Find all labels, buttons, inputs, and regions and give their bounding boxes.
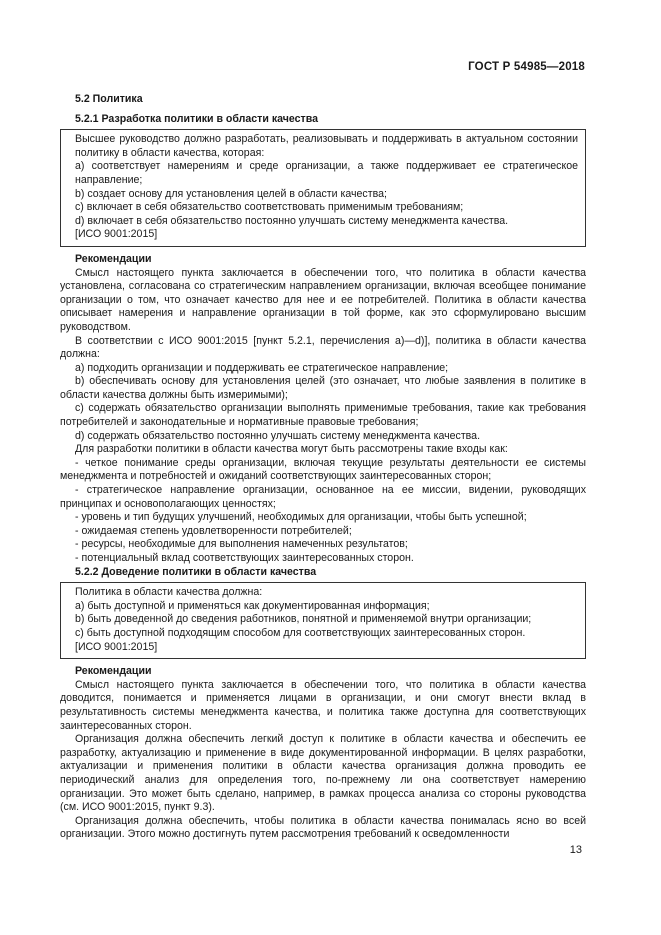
paragraph: Смысл настоящего пункта заключается в обеспечении того, что политика в области качества установлена, согласована со стратегическим направлением организации, включая всеобщее понимание организации о том, что означает качество для нее и ее потребителей. Политика в области качества описывает намерения и направление организации в той форме, как это сформулировано высшим руководством. (60, 266, 586, 333)
list-item: - ресурсы, необходимые для выполнения намеченных результатов; (75, 538, 408, 551)
box-text: a) быть доступной и применяться как документированная информация; (75, 599, 430, 612)
box-source: [ИСО 9001:2015] (75, 228, 158, 241)
list-item: d) содержать обязательство постоянно улучшать систему менеджмента качества. (75, 429, 481, 442)
paragraph: Для разработки политики в области качества могут быть рассмотрены такие входы как: (75, 443, 508, 456)
paragraph: Организация должна обеспечить, чтобы политика в области качества понималась ясно во всей организации. Этого можно достигнуть путем рассмотрения требований к осведомленности (60, 814, 586, 841)
standard-header: ГОСТ Р 54985—2018 (468, 61, 585, 73)
box-text: a) соответствует намерениям и среде организации, а также поддерживает ее стратегическое направление; (75, 160, 578, 186)
list-item: - стратегическое направление организации, основанное на ее миссии, видении, руководящих принципах и основополагающих ценностях; (60, 484, 586, 510)
box-text: Высшее руководство должно разработать, реализовывать и поддерживать в актуальном состоянии политику в области качества, которая: (75, 133, 578, 159)
paragraph: Смысл настоящего пункта заключается в обеспечении того, что политика в области качества доводится, понимается и применяется лицами в организации, и они смогут внести вклад в результативность системы менеджмента качества, и политика также доступна для соответствующих заинтересованных сторон. (60, 678, 586, 732)
box-text: b) быть доведенной до сведения работников, понятной и применяемой внутри организации; (75, 613, 532, 626)
page-number: 13 (569, 844, 582, 856)
recommendations-heading: Рекомендации (75, 665, 152, 678)
page-content (60, 93, 586, 842)
box-text: c) быть доступной подходящим способом для соответствующих заинтересованных сторон. (75, 626, 526, 639)
list-item: - уровень и тип будущих улучшений, необходимых для организации, чтобы быть успешной; (75, 511, 527, 524)
recommendations-heading: Рекомендации (75, 252, 152, 265)
box-text: c) включает в себя обязательство соответствовать применимым требованиям; (75, 201, 464, 214)
list-item: a) подходить организации и поддерживать ее стратегическое направление; (75, 361, 449, 374)
list-item: c) содержать обязательство организации выполнять применимые требования, такие как требования потребителей и законодательные и нормативные правовые требования; (60, 402, 586, 429)
box-text: Политика в области качества должна: (75, 586, 263, 599)
requirement-box (60, 582, 586, 659)
list-item: - четкое понимание среды организации, включая текущие результаты деятельности ее системы менеджмента и потребностей и ожиданий соответствующих заинтересованных сторон; (60, 456, 586, 483)
paragraph: В соответствии с ИСО 9001:2015 [пункт 5.2.1, перечисления a)—d)], политика в области качества должна: (60, 334, 586, 361)
subsection-heading: 5.2.1 Разработка политики в области качества (75, 112, 319, 125)
box-text: b) создает основу для установления целей в области качества; (75, 187, 387, 200)
list-item: - ожидаемая степень удовлетворенности потребителей; (75, 524, 352, 537)
subsection-heading: 5.2.2 Доведение политики в области качества (75, 565, 317, 578)
requirement-box (60, 129, 586, 247)
box-text: d) включает в себя обязательство постоянно улучшать систему менеджмента качества. (75, 214, 509, 227)
list-item: - потенциальный вклад соответствующих заинтересованных сторон. (75, 552, 414, 564)
list-item: b) обеспечивать основу для установления целей (это означает, что любые заявления в политике в области качества должны быть измеримыми); (60, 375, 586, 401)
paragraph: Организация должна обеспечить легкий доступ к политике в области качества и обеспечить ее разработку, актуализацию и применение в виде документированной информации. В целях разработки, актуализации и применения политики в области качества организация должна проводить ее периодический анализ для определения того, по-прежнему ли она соответствует намерению организации. Это может быть сделано, например, в рамках процесса анализа со стороны руководства (см. ИСО 9001:2015, пункт 9.3). (60, 733, 586, 814)
box-source: [ИСО 9001:2015] (75, 640, 158, 653)
section-heading: 5.2 Политика (75, 93, 143, 105)
